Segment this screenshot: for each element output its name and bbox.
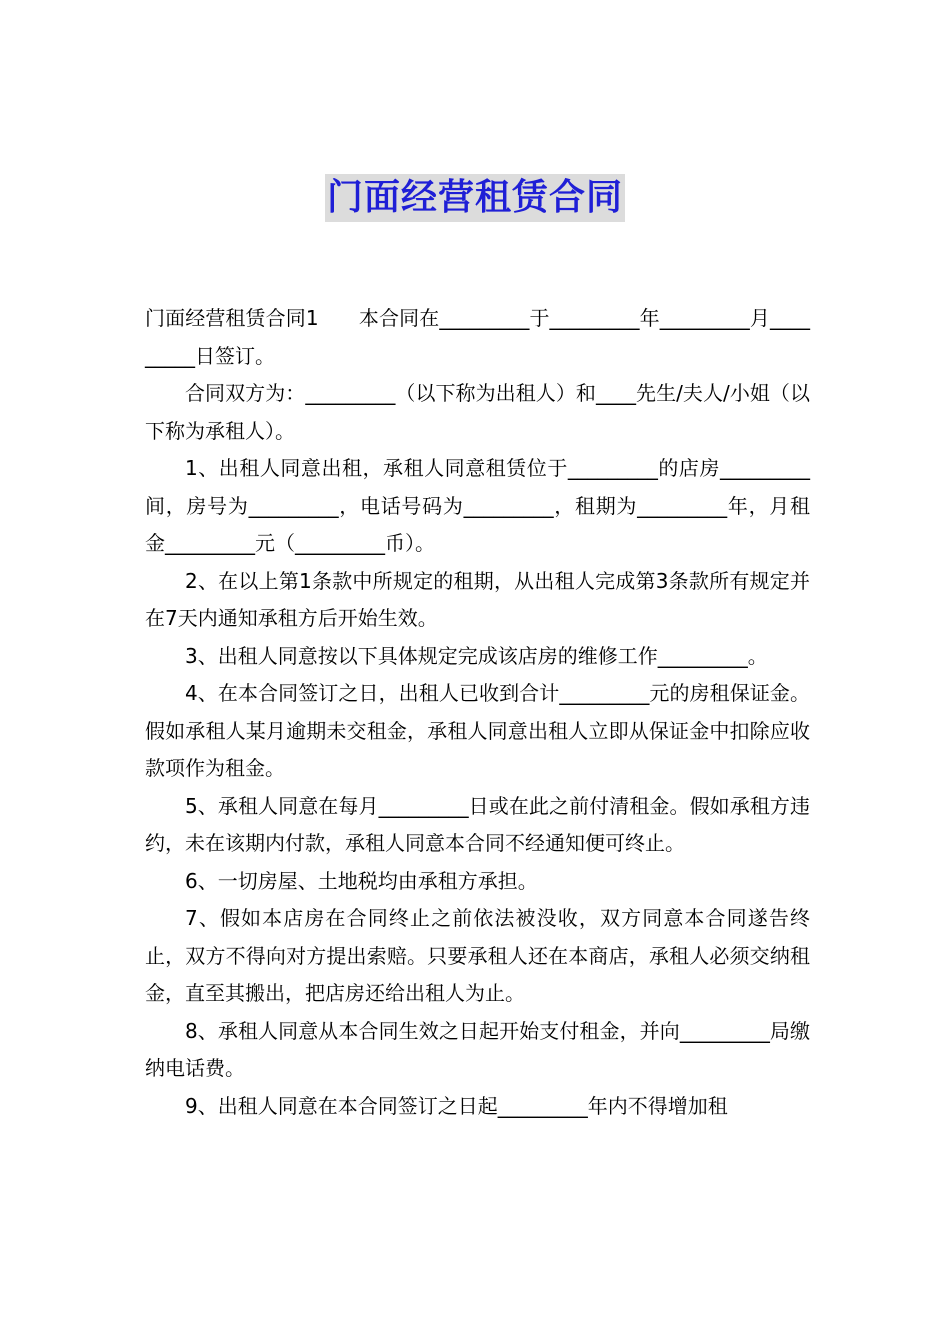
title-container <box>0 174 950 222</box>
paragraph-clause-6: 6、一切房屋、土地税均由承租方承担。 <box>185 868 538 893</box>
document-body <box>145 300 810 1125</box>
paragraph-clause-4: 4、在本合同签订之日，出租人已收到合计_________元的房租保证金。假如承租人某月逾期未交租金，承租人同意出租人立即从保证金中扣除应收款项作为租金。 <box>145 681 810 780</box>
paragraph-clause-3: 3、出租人同意按以下具体规定完成该店房的维修工作_________。 <box>185 643 768 668</box>
paragraph-clause-9: 9、出租人同意在本合同签订之日起_________年内不得增加租 <box>185 1093 728 1118</box>
paragraph-clause-7: 7、假如本店房在合同终止之前依法被没收，双方同意本合同遂告终止，双方不得向对方提出索赔。只要承租人还在本商店，承租人必须交纳租金，直至其搬出，把店房还给出租人为止。 <box>145 906 810 1005</box>
paragraph-clause-1: 1、出租人同意出租，承租人同意租赁位于_________的店房_________间，房号为_________，电话号码为_________，租期为_________年，月租金_________元（_________币）。 <box>145 456 810 555</box>
paragraph-clause-5: 5、承租人同意在每月_________日或在此之前付清租金。假如承租方违约，未在该期内付款，承租人同意本合同不经通知便可终止。 <box>145 793 810 855</box>
paragraph-parties: 合同双方为：_________（以下称为出租人）和____先生/夫人/小姐（以下称为承租人）。 <box>145 381 810 443</box>
paragraph-intro: 门面经营租赁合同1 本合同在_________于_________年_________月_________日签订。 <box>145 306 810 368</box>
document-title: 门面经营租赁合同 <box>325 174 625 222</box>
paragraph-clause-8: 8、承租人同意从本合同生效之日起开始支付租金，并向_________局缴纳电话费。 <box>145 1018 810 1080</box>
paragraph-clause-2: 2、在以上第1条款中所规定的租期，从出租人完成第3条款所有规定并在7天内通知承租方后开始生效。 <box>145 568 810 630</box>
